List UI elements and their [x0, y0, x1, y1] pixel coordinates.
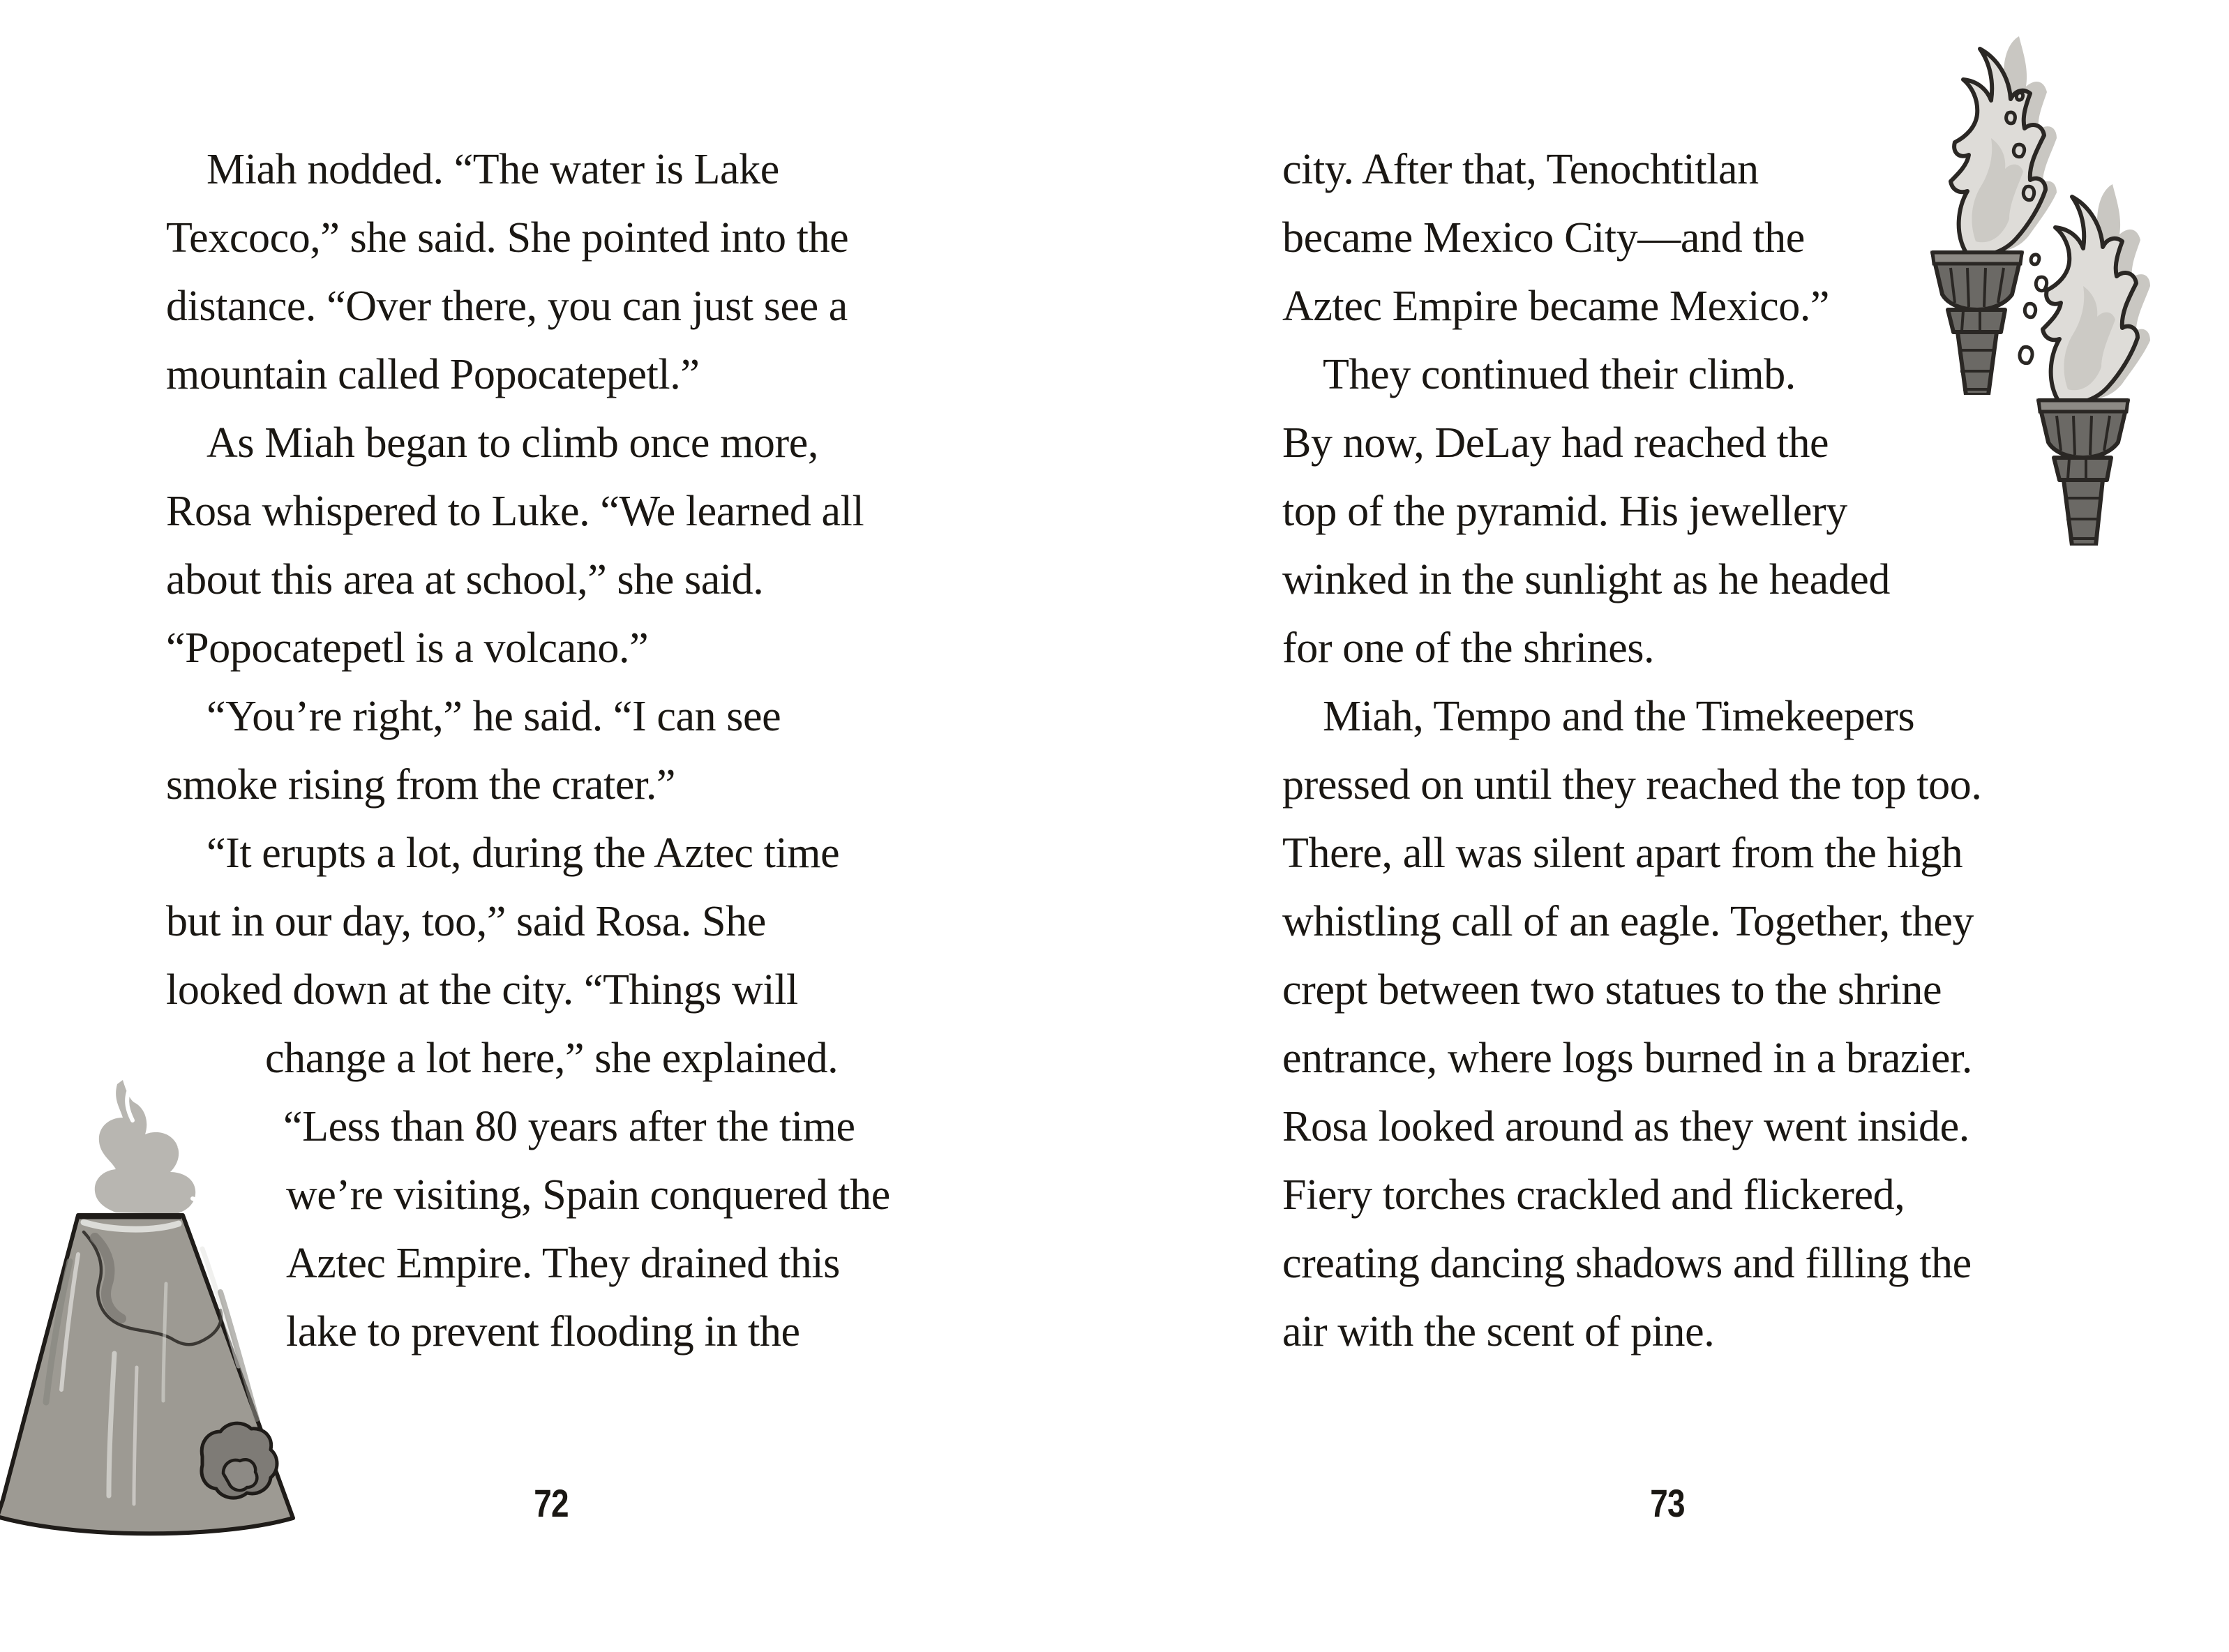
text-line: whistling call of an eagle. Together, they	[1282, 898, 1974, 945]
text-line: city. After that, Tenochtitlan	[1282, 146, 1759, 193]
text-line: for one of the shrines.	[1282, 624, 1655, 672]
text-line: Aztec Empire became Mexico.”	[1282, 283, 1830, 330]
text-line: There, all was silent apart from the high	[1282, 829, 1963, 877]
text-line: became Mexico City—and the	[1282, 214, 1805, 262]
text-line: “Less than 80 years after the time	[283, 1103, 855, 1150]
text-line: As Miah began to climb once more,	[207, 419, 818, 467]
text-line: crept between two statues to the shrine	[1282, 966, 1942, 1014]
text-line: entrance, where logs burned in a brazier.	[1282, 1035, 1972, 1082]
text-line: Texcoco,” she said. She pointed into the	[166, 214, 849, 262]
text-line: By now, DeLay had reached the	[1282, 419, 1829, 467]
text-line: lake to prevent flooding in the	[286, 1308, 800, 1356]
text-line: They continued their climb.	[1323, 351, 1796, 398]
text-line: mountain called Popocatepetl.”	[166, 351, 700, 398]
text-line: top of the pyramid. His jewellery	[1282, 488, 1847, 535]
text-line: Rosa looked around as they went inside.	[1282, 1103, 1969, 1150]
text-line: winked in the sunlight as he headed	[1282, 556, 1891, 603]
text-line: Miah nodded. “The water is Lake	[207, 146, 779, 193]
text-line: looked down at the city. “Things will	[166, 966, 798, 1014]
page-number-right: 73	[1650, 1481, 1685, 1525]
text-line: Aztec Empire. They drained this	[286, 1240, 840, 1287]
text-line: Miah, Tempo and the Timekeepers	[1323, 693, 1915, 740]
text-line: creating dancing shadows and filling the	[1282, 1240, 1972, 1287]
text-line: “You’re right,” he said. “I can see	[207, 693, 781, 740]
text-line: distance. “Over there, you can just see a	[166, 283, 848, 330]
text-line: pressed on until they reached the top too.	[1282, 761, 1982, 809]
text-line: change a lot here,” she explained.	[265, 1035, 839, 1082]
text-line: but in our day, too,” said Rosa. She	[166, 898, 766, 945]
text-line: Fiery torches crackled and flickered,	[1282, 1171, 1905, 1219]
text-line: Rosa whispered to Luke. “We learned all	[166, 488, 864, 535]
text-line: air with the scent of pine.	[1282, 1308, 1715, 1356]
text-line: smoke rising from the crater.”	[166, 761, 676, 809]
flaming-torch-illustration-lower	[1980, 155, 2203, 546]
text-line: “Popocatepetl is a volcano.”	[166, 624, 649, 672]
page-number-left: 72	[534, 1481, 569, 1525]
text-line: “It erupts a lot, during the Aztec time	[207, 829, 840, 877]
text-line: about this area at school,” she said.	[166, 556, 764, 603]
text-line: we’re visiting, Spain conquered the	[286, 1171, 890, 1219]
volcano-illustration	[0, 1074, 328, 1549]
